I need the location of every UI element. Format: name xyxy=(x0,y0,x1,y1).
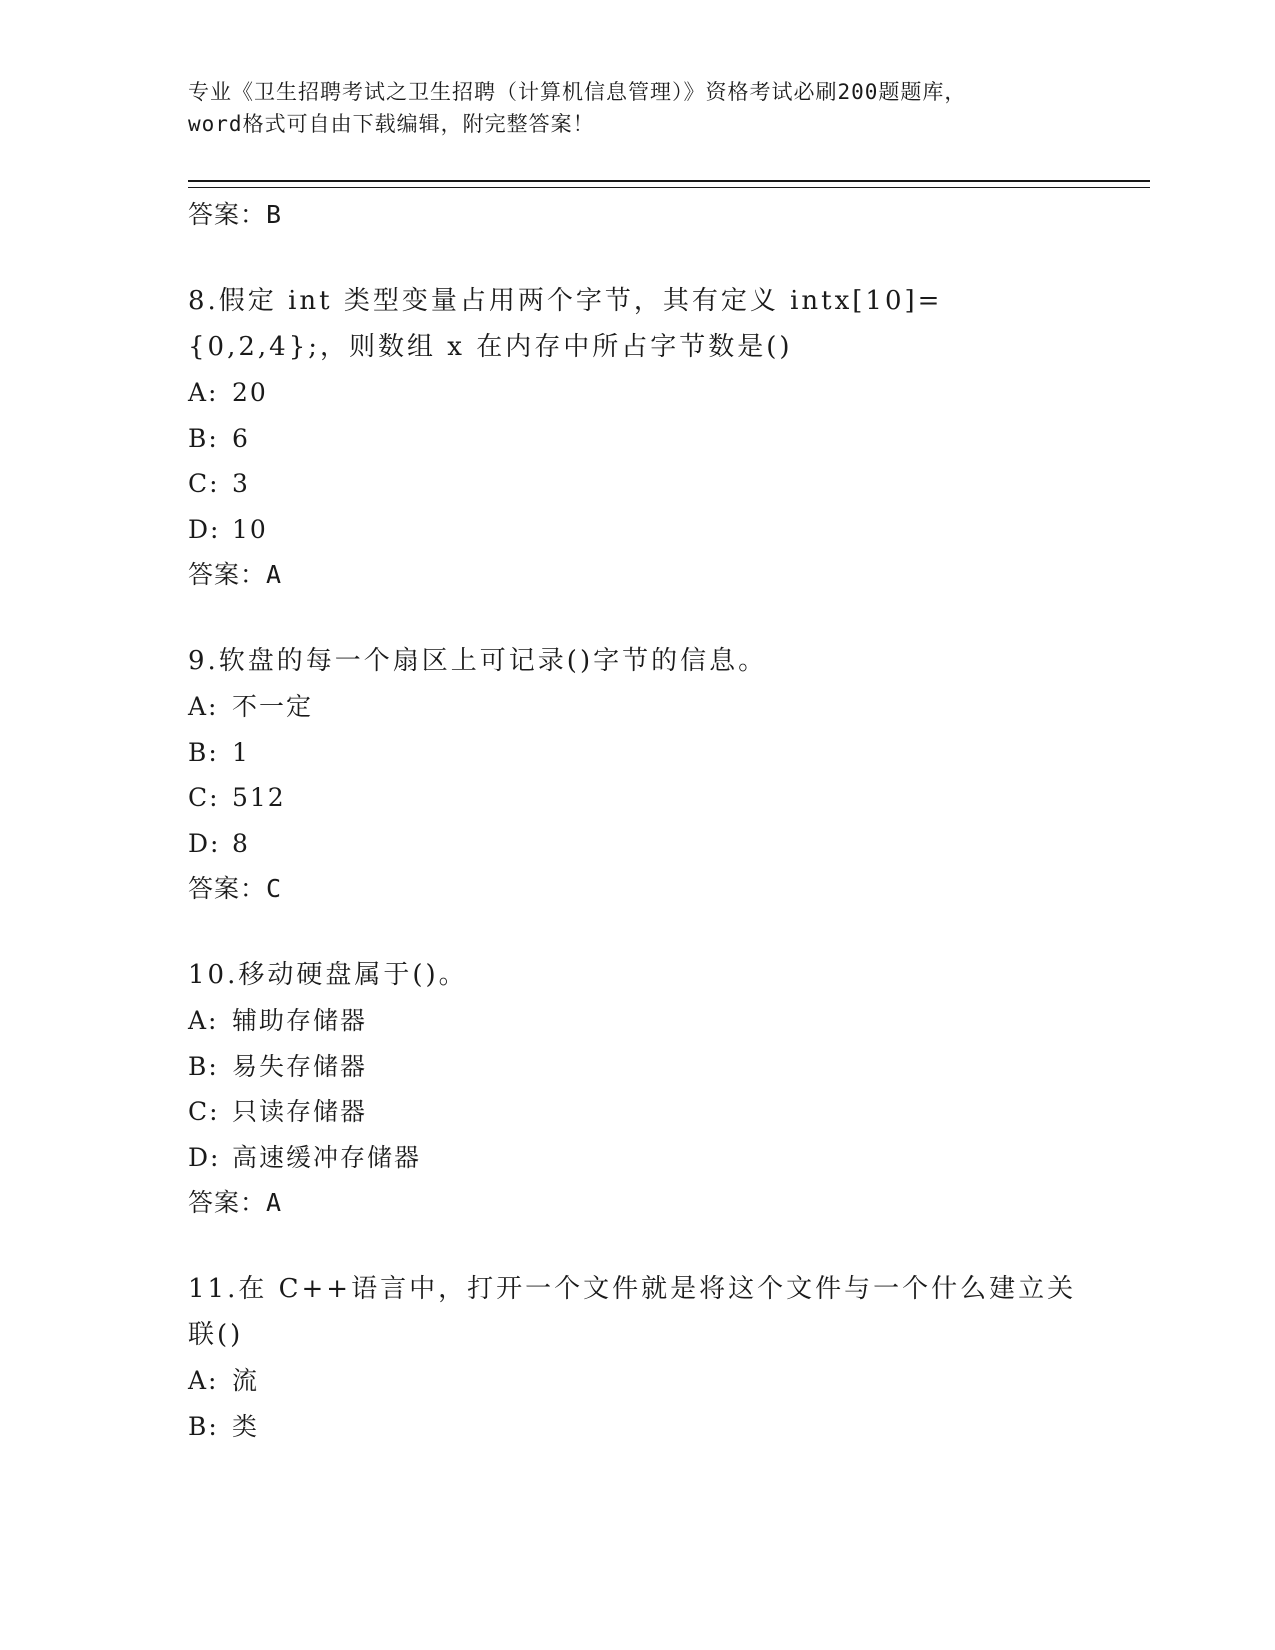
option-label: B: xyxy=(188,737,219,767)
answer-line: 答案：A xyxy=(188,560,283,589)
option-text: 辅助存储器 xyxy=(232,1006,368,1035)
option-label: A: xyxy=(188,1006,219,1035)
option-label: C: xyxy=(188,783,220,812)
question-stem: 8.假定 int 类型变量占用两个字节，其有定义 intx[10]={0,2,4};，则数组 x 在内存中所占字节数是() xyxy=(188,286,943,362)
option-text: 只读存储器 xyxy=(232,1097,368,1126)
option-label: B: xyxy=(188,1411,219,1441)
option-text: 10 xyxy=(232,514,268,544)
question-stem: 10.移动硬盘属于()。 xyxy=(188,960,468,990)
option-label: B: xyxy=(188,1051,219,1081)
option-text: 流 xyxy=(232,1366,260,1395)
option-text: 6 xyxy=(232,423,250,453)
option-text: 20 xyxy=(232,378,268,407)
option-text: 易失存储器 xyxy=(232,1051,368,1081)
option-d xyxy=(188,507,1148,553)
answer-line: 答案：A xyxy=(188,1188,283,1217)
option-text: 3 xyxy=(232,469,250,498)
document-header xyxy=(188,76,1088,140)
option-c xyxy=(188,775,1148,821)
option-label: C: xyxy=(188,1097,220,1126)
option-text: 高速缓冲存储器 xyxy=(232,1142,422,1172)
option-c xyxy=(188,1089,1148,1135)
option-label: D: xyxy=(188,828,221,858)
header-line-1: 专业《卫生招聘考试之卫生招聘（计算机信息管理）》资格考试必刷200题题库， xyxy=(188,80,967,104)
option-d xyxy=(188,1135,1148,1181)
option-text: 类 xyxy=(232,1411,260,1441)
option-text: 1 xyxy=(232,737,250,767)
option-a xyxy=(188,684,1148,730)
option-text: 8 xyxy=(232,828,250,858)
option-b xyxy=(188,1404,1148,1450)
option-text: 512 xyxy=(232,783,286,812)
option-label: D: xyxy=(188,1142,221,1172)
question-list xyxy=(188,192,1148,1449)
option-a xyxy=(188,370,1148,416)
option-a xyxy=(188,1358,1148,1404)
option-text: 不一定 xyxy=(232,692,314,721)
question-item xyxy=(188,278,1148,598)
question-item xyxy=(188,952,1148,1226)
option-b xyxy=(188,416,1148,462)
question-item xyxy=(188,1266,1148,1449)
question-item xyxy=(188,638,1148,912)
option-d xyxy=(188,821,1148,867)
option-a xyxy=(188,998,1148,1044)
header-divider xyxy=(188,180,1150,188)
header-line-2: word格式可自由下载编辑，附完整答案！ xyxy=(188,112,595,136)
option-b xyxy=(188,1044,1148,1090)
option-b xyxy=(188,730,1148,776)
question-stem: 11.在 C++语言中，打开一个文件就是将这个文件与一个什么建立关联() xyxy=(188,1274,1077,1350)
option-c xyxy=(188,461,1148,507)
answer-line: 答案：B xyxy=(188,200,283,229)
option-label: C: xyxy=(188,469,220,498)
option-label: A: xyxy=(188,1366,219,1395)
question-stem: 9.软盘的每一个扇区上可记录()字节的信息。 xyxy=(188,646,768,676)
option-label: A: xyxy=(188,692,219,721)
option-label: D: xyxy=(188,514,221,544)
option-label: B: xyxy=(188,423,219,453)
option-label: A: xyxy=(188,378,219,407)
answer-line: 答案：C xyxy=(188,874,283,903)
